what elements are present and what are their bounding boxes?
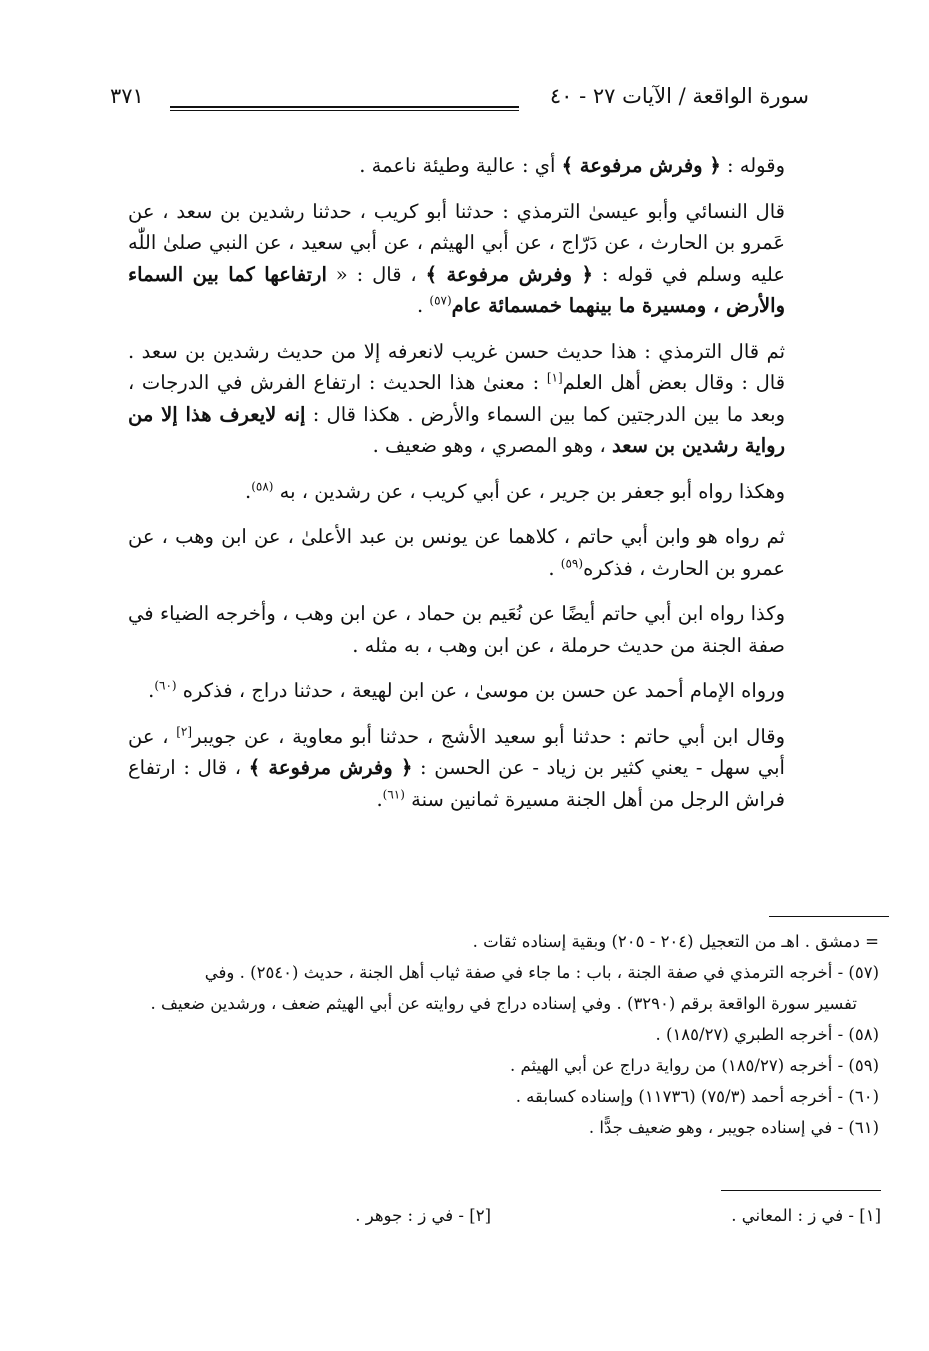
editor-note-ref: [٢]	[176, 724, 193, 738]
paragraph-1	[128, 150, 817, 182]
footnote-line: (٦١) - في إسناده جويبر ، وهو ضعيف جدًّا .	[588, 1118, 879, 1137]
footnote-separator	[769, 916, 889, 917]
paragraph-2	[128, 196, 817, 322]
text: ، وهو المصري ، وهو ضعيف .	[372, 434, 612, 457]
paragraph-4	[128, 476, 817, 508]
paragraph-3	[128, 336, 817, 462]
editor-notes	[36, 1206, 881, 1234]
text: ، قال : «	[326, 262, 426, 286]
editor-note-ref: [١]	[546, 370, 563, 385]
editor-note: [٢] - في ز : جوهر .	[355, 1206, 491, 1225]
footnote-line: (٥٩) - أخرجه (١٨٥/٢٧) من رواية دراج عن أبي الهيثم .	[510, 1056, 879, 1075]
footnote-line: (٥٨) - أخرجه الطبري (١٨٥/٢٧) .	[655, 1025, 879, 1044]
quran-quote: ﴿ وفرش مرفوعة ﴾	[425, 262, 593, 286]
text: .	[548, 556, 561, 580]
text: ، قال : ارتفاع فراش الرجل من أهل الجنة مسيرة ثمانين سنة	[128, 756, 785, 811]
editor-note-separator	[721, 1190, 881, 1191]
hadith-quote: ارتفاعها كما بين السماء والأرض ، ومسيرة ما بينهما خمسمائة عام	[128, 262, 785, 317]
quran-quote: ﴿ وفرش مرفوعة ﴾	[561, 154, 721, 177]
text: .	[244, 479, 252, 503]
text: وقوله :	[720, 154, 785, 177]
header-rule	[170, 106, 519, 108]
footnote-ref: (٦٠)	[154, 678, 177, 693]
footnote-line: (٥٧) - أخرجه الترمذي في صفة الجنة ، باب : ما جاء في صفة ثياب أهل الجنة ، حديث (٢٥٤٠) . وفي	[204, 963, 879, 982]
footnote-line: تفسير سورة الواقعة برقم (٣٢٩٠) . وفي إسناده دراج في روايته عن أبي الهيثم ضعف ، ورشدين ضعيف .	[150, 994, 857, 1013]
editor-note: [١] - في ز : المعاني .	[731, 1206, 881, 1225]
text: ، عن أبي سهل - يعني كثير بن زياد - عن الحسن :	[128, 724, 785, 779]
text: وقال ابن أبي حاتم : حدثنا أبو سعيد الأشج ، حدثنا أبو معاوية ، عن جويبر	[192, 724, 786, 748]
text: وكذا رواه ابن أبي حاتم أيضًا عن نُعَيم بن حماد ، عن ابن وهب ، وأخرجه الضياء في صفة الجنة من حديث حرملة ، عن ابن وهب ، به مثله .	[128, 602, 785, 657]
text: وهكذا رواه أبو جعفر بن جرير ، عن أبي كريب ، عن رشدين ، به	[273, 479, 785, 503]
text: .	[416, 294, 430, 317]
footnote-ref: (٥٨)	[251, 479, 274, 493]
paragraph-6	[128, 598, 817, 661]
text: : معنىٰ هذا الحديث : ارتفاع الفرش في الدرجات ، وبعد ما بين الدرجتين كما بين السماء والأرض . هكذا قال :	[128, 371, 786, 426]
bold-text: إنه لايعرف هذا إلا من رواية رشدين بن سعد	[128, 402, 785, 457]
running-header	[110, 84, 809, 120]
footnotes	[36, 926, 879, 1143]
text: .	[376, 787, 383, 811]
header-title: سورة الواقعة / الآيات ٢٧ - ٤٠	[549, 84, 809, 108]
text: أي : عالية وطيئة ناعمة .	[359, 154, 562, 177]
paragraph-7	[128, 675, 817, 707]
text: ثم رواه هو وابن أبي حاتم ، كلاهما عن يونس بن عبد الأعلىٰ ، عن ابن وهب ، عن عمرو بن الحارث ، فذكره	[128, 525, 785, 580]
text: قال النسائي وأبو عيسىٰ الترمذي : حدثنا أبو كريب ، حدثنا رشدين بن سعد ، عن عَمرو بن الحارث ، عن دَرّاج ، عن أبي الهيثم ، عن أبي سعيد ، عن النبي صلىٰ اللّٰه عليه وسلم في قوله :	[128, 199, 786, 286]
quran-quote: ﴿ وفرش مرفوعة ﴾	[248, 756, 413, 779]
text: .	[148, 679, 155, 702]
paragraph-8	[128, 721, 817, 816]
main-text	[128, 150, 817, 829]
footnote-ref: (٥٩)	[560, 556, 584, 570]
footnote-ref: (٦١)	[382, 787, 405, 801]
paragraph-5	[128, 521, 817, 584]
footnote-line: = دمشق . اهـ من التعجيل (٢٠٤ - ٢٠٥) وبقية إسناده ثقات .	[472, 932, 879, 951]
page-number: ٣٧١	[110, 84, 144, 108]
text: ثم قال الترمذي : هذا حديث حسن غريب لانعرفه إلا من حديث رشدين بن سعد . قال : وقال بعض أهل العلم	[128, 339, 786, 394]
footnote-ref: (٥٧)	[429, 293, 452, 308]
footnote-line: (٦٠) - أخرجه أحمد (٧٥/٣) (١١٧٣٦) وإسناده كسابقه .	[515, 1087, 879, 1106]
text: ورواه الإمام أحمد عن حسن بن موسىٰ ، عن ابن لهيعة ، حدثنا دراج ، فذكره	[176, 679, 785, 702]
